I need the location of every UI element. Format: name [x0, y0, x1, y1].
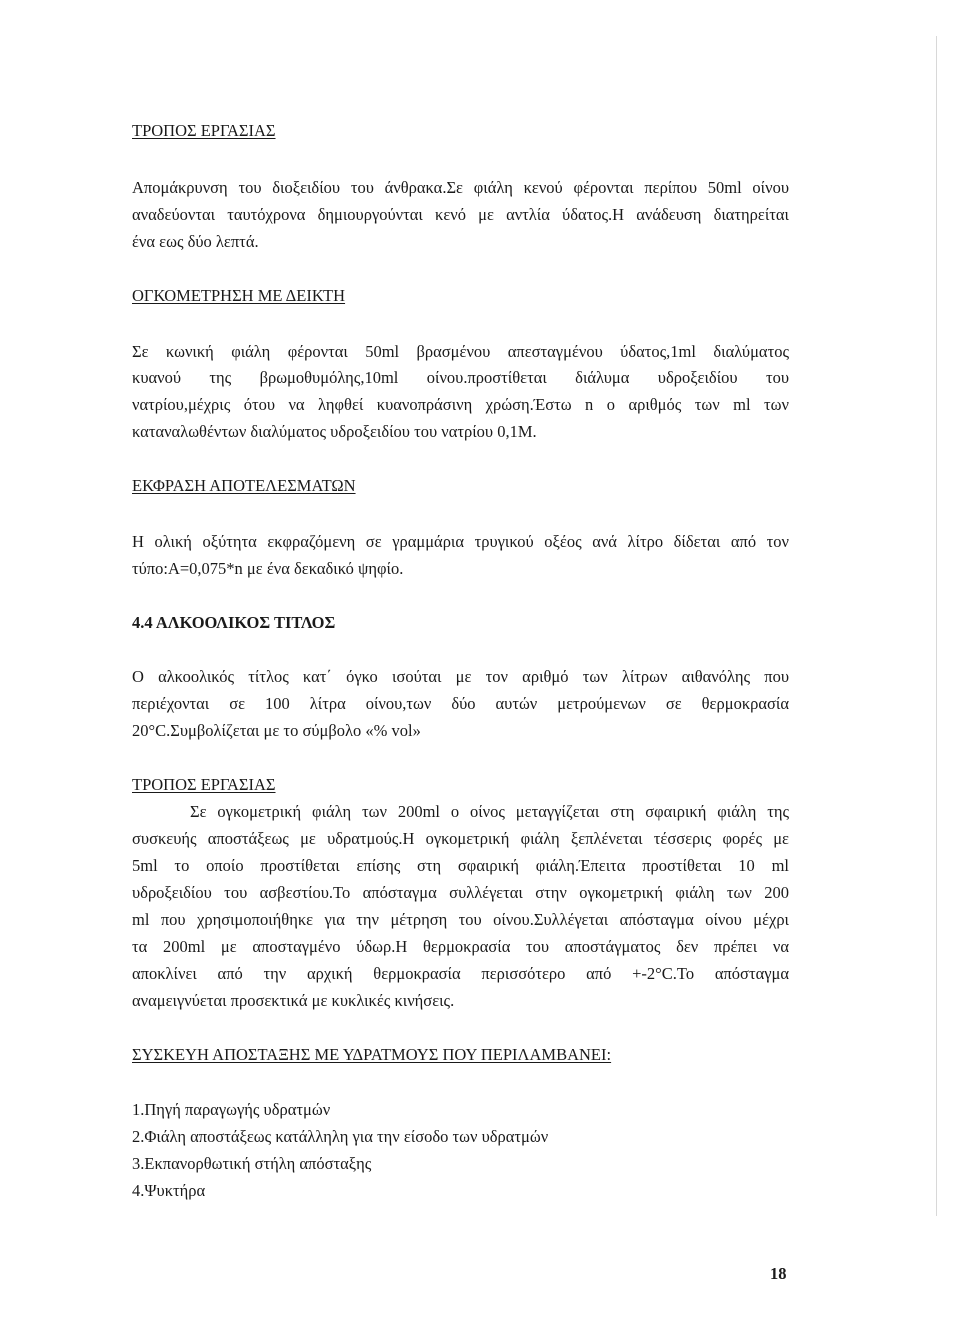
section-heading: 4.4 ΑΛΚΟΟΛΙΚΟΣ ΤΙΤΛΟΣ: [132, 613, 336, 632]
body-line: 20°C.Συμβολίζεται με το σύμβολο «% vol»: [132, 721, 421, 740]
section-heading: ΟΓΚΟΜΕΤΡΗΣΗ ΜΕ ΔΕΙΚΤΗ: [132, 286, 346, 305]
list-item: 4.Ψυκτήρα: [132, 1181, 206, 1200]
body-line: ένα εως δύο λεπτά.: [132, 232, 259, 251]
section-heading: ΕΚΦΡΑΣΗ ΑΠΟΤΕΛΕΣΜΑΤΩΝ: [132, 476, 356, 495]
list-item: 2.Φιάλη αποστάξεως κατάλληλη για την είσοδο των υδρατμών: [132, 1127, 549, 1146]
body-line: Σε κωνική φιάλη φέρονται 50ml βρασμένου απεσταγμένου ύδατος,1ml διαλύματος: [132, 342, 789, 361]
body-line: καταναλωθέντων διαλύματος υδροξειδίου του νατρίου 0,1Μ.: [132, 422, 537, 441]
section-heading: ΤΡΟΠΟΣ ΕΡΓΑΣΙΑΣ: [132, 775, 276, 794]
body-line: Απομάκρυνση του διοξειδίου του άνθρακα.Σε φιάλη κενού φέρονται περίπου 50ml οίνου: [132, 178, 789, 197]
section-heading: ΤΡΟΠΟΣ ΕΡΓΑΣΙΑΣ: [132, 121, 276, 140]
scan-edge-line: [936, 36, 937, 1216]
body-line: 5ml το οποίο προστίθεται επίσης στη σφαιρική φιάλη.Έπειτα προστίθεται 10 ml: [132, 856, 789, 875]
body-line: τύπο:Α=0,075*n με ένα δεκαδικό ψηφίο.: [132, 559, 404, 578]
body-line: τα 200ml με αποσταγμένο ύδωρ.Η θερμοκρασία του αποστάγματος δεν πρέπει να: [132, 937, 789, 956]
page-number: 18: [770, 1264, 787, 1283]
body-line: Ο αλκοολικός τίτλος κατ΄ όγκο ισούται με τον αριθμό των λίτρων αιθανόλης που: [132, 667, 789, 686]
body-line: συσκευής αποστάξεως με υδρατμούς.Η ογκομετρική φιάλη ξεπλένεται τέσσερις φορές με: [132, 829, 789, 848]
body-line: ml που χρησιμοποιήθηκε για την μέτρηση του οίνου.Συλλέγεται απόσταγμα οίνου μέχρι: [132, 910, 789, 929]
body-line: αναδεύονται ταυτόχρονα δημιουργούνται κενό με αντλία ύδατος.Η ανάδευση διατηρείται: [132, 205, 789, 224]
body-line: υδροξειδίου του ασβεστίου.Το απόσταγμα συλλέγεται στην ογκομετρική φιάλη των 200: [132, 883, 789, 902]
list-item: 3.Εκπανορθωτική στήλη απόσταξης: [132, 1154, 372, 1173]
body-line: νατρίου,μέχρις ότου να ληφθεί κυανοπράσινη χρώση.Έστω n ο αριθμός των ml των: [132, 395, 789, 414]
body-line: Σε ογκομετρική φιάλη των 200ml ο οίνος μεταγγίζεται στη σφαιρική φιάλη της: [190, 802, 789, 821]
body-line: αποκλίνει από την αρχική θερμοκρασία περισσότερο από +-2°C.Το απόσταγμα: [132, 964, 789, 983]
body-line: περιέχονται σε 100 λίτρα οίνου,των δύο αυτών μετρούμενων σε θερμοκρασία: [132, 694, 789, 713]
section-heading: ΣΥΣΚΕΥΗ ΑΠΟΣΤΑΞΗΣ ΜΕ ΥΔΡΑΤΜΟΥΣ ΠΟΥ ΠΕΡΙΛΑΜΒΑΝΕΙ:: [132, 1045, 612, 1064]
body-line: Η ολική οξύτητα εκφραζόμενη σε γραμμάρια τρυγικού οξέος ανά λίτρο δίδεται από τον: [132, 532, 789, 551]
body-line: κυανού της βρωμοθυμόλης,10ml οίνου.προστίθεται διάλυμα υδροξειδίου του: [132, 368, 789, 387]
list-item: 1.Πηγή παραγωγής υδρατμών: [132, 1100, 331, 1119]
body-line: αναμειγνύεται προσεκτικά με κυκλικές κινήσεις.: [132, 991, 455, 1010]
